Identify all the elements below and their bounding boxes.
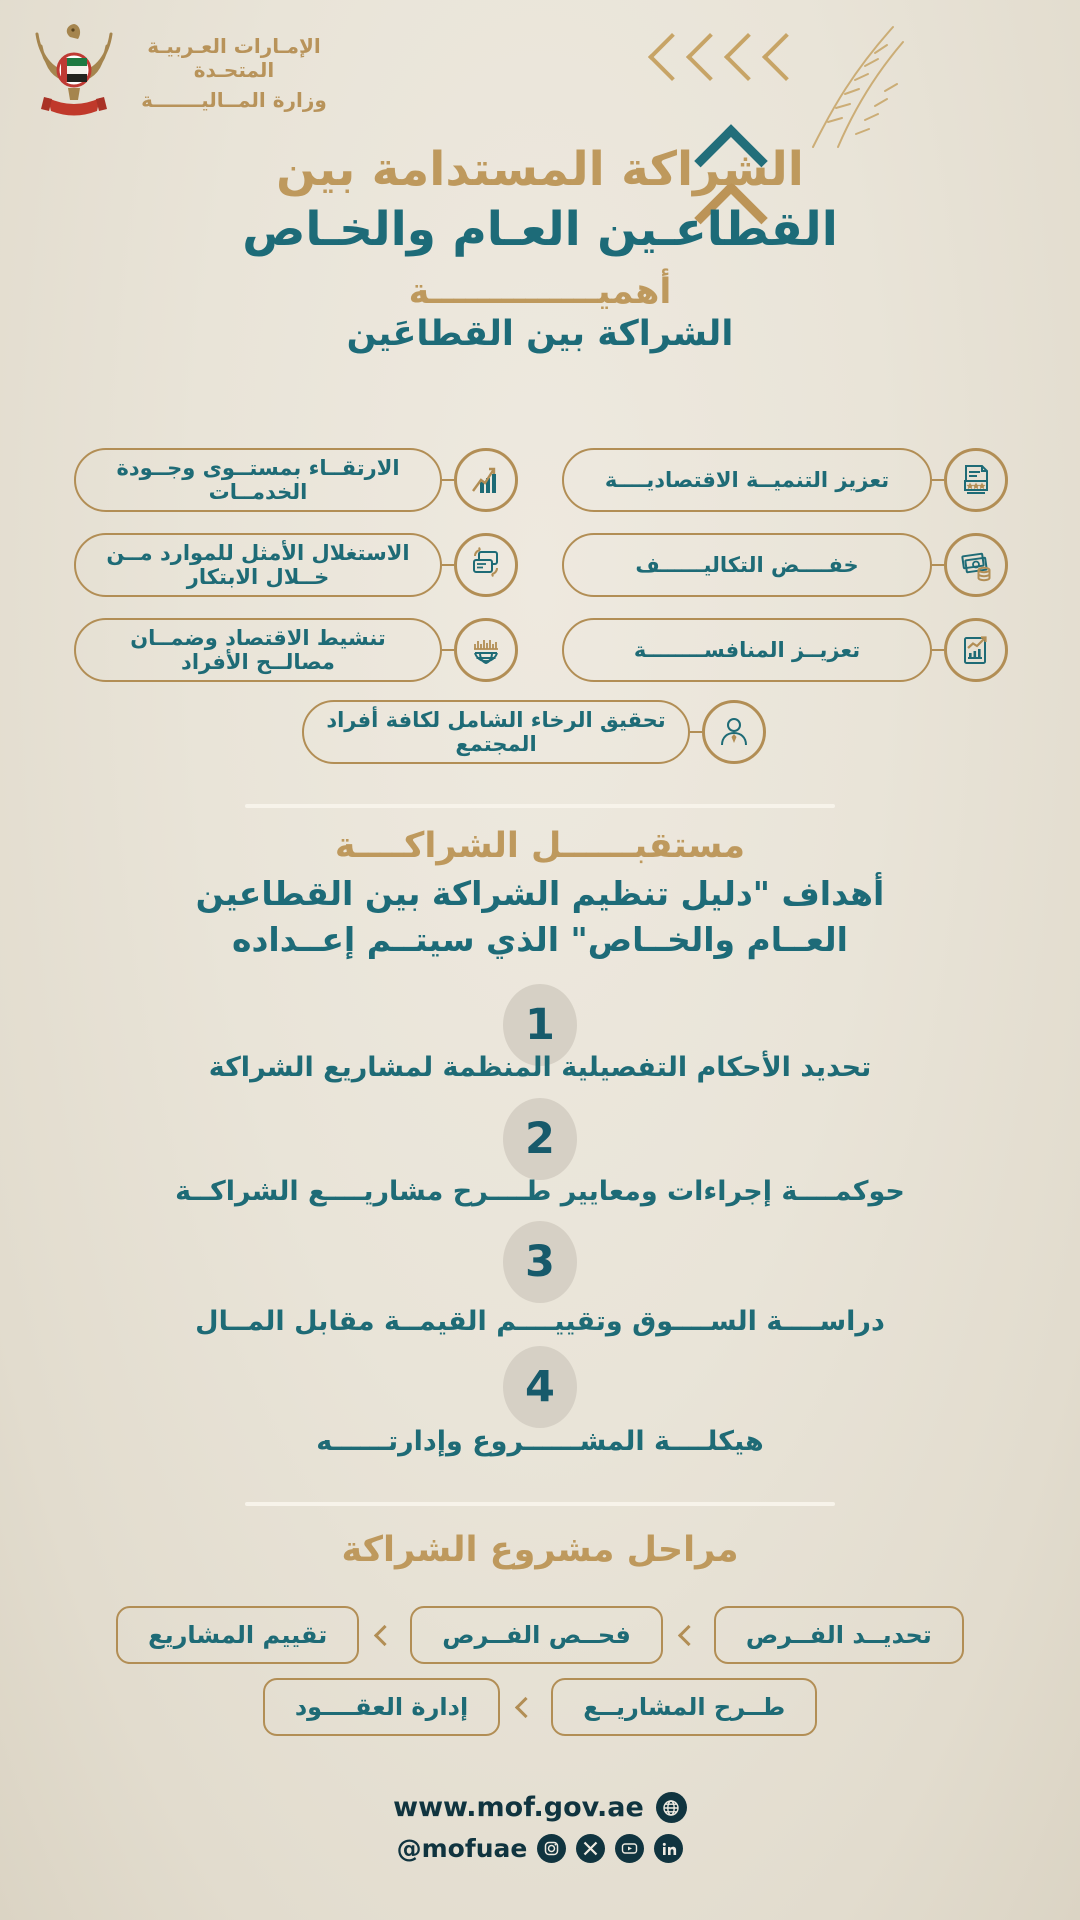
connector-line: [442, 649, 454, 651]
importance-heading-line2: الشراكة بين القطاعَين: [346, 314, 734, 354]
connector-line: [690, 731, 702, 733]
globe-icon: [656, 1792, 687, 1823]
uae-falcon-emblem-icon: [30, 18, 118, 120]
goal-text: تحديد الأحكام التفصيلية المنظمة لمشاريع الشراكة: [208, 1052, 872, 1083]
phase-pill-contract-management: إدارة العقــــود: [263, 1678, 500, 1736]
benefit-pill: تنشيط الاقتصاد وضمــان مصالــح الأفراد: [74, 618, 442, 682]
connector-line: [932, 564, 944, 566]
phases-heading: مراحل مشروع الشراكة: [341, 1530, 739, 1570]
goal-text: حوكمــــة إجراءات ومعايير طــــرح مشاريــــع الشراكــة: [175, 1176, 905, 1207]
future-subtitle-line1: أهداف "دليل تنظيم الشراكة بين القطاعين: [195, 874, 885, 913]
benefit-pill: الارتقــاء بمستــوى وجــودة الخدمــات: [74, 448, 442, 512]
goal-text: هيكلــــة المشــــــروع وإدارتــــــه: [316, 1426, 764, 1457]
goal-number-badge: 1: [503, 984, 577, 1066]
globe-city-icon: [454, 618, 518, 682]
phases-row-2: [0, 1678, 1080, 1736]
phase-pill-evaluate-projects: تقييم المشاريع: [116, 1606, 359, 1664]
phases-row-1: [0, 1606, 1080, 1664]
phase-pill-identify-opportunities: تحديــد الفــرص: [714, 1606, 964, 1664]
benefit-pill: خفــــض التكاليــــــف: [562, 533, 932, 597]
footer-website-row: [0, 1792, 1080, 1823]
benefit-cost-reduction: [562, 533, 1008, 597]
mof-logo-block: [30, 18, 334, 120]
social-handle: @mofuae: [396, 1834, 528, 1863]
benefit-pill: الاستغلال الأمثل للموارد مــن خــلال الابتكار: [74, 533, 442, 597]
benefit-resource-innovation: [74, 533, 518, 597]
future-heading: مستقبــــــل الشراكــــة: [334, 826, 746, 866]
benefit-welfare: [302, 700, 766, 764]
phase-pill-screen-opportunities: فحــص الفــرص: [410, 1606, 663, 1664]
document-stars-icon: [944, 448, 1008, 512]
future-subtitle-line2: العــام والخــاص" الذي سيتــم إعــداده: [232, 920, 848, 959]
benefit-economy-individuals: [74, 618, 518, 682]
x-icon[interactable]: [576, 1834, 605, 1863]
footer-social-row: [0, 1834, 1080, 1863]
phase-pill-tender-projects: طــرح المشاريــع: [551, 1678, 817, 1736]
connector-line: [932, 479, 944, 481]
connector-line: [442, 479, 454, 481]
benefit-pill: تعزيز التنميــة الاقتصاديــــة: [562, 448, 932, 512]
phase-arrow-icon: [515, 1696, 536, 1717]
phase-arrow-icon: [374, 1624, 395, 1645]
instagram-icon[interactable]: [537, 1834, 566, 1863]
wheat-branch-decoration-icon: [798, 12, 908, 152]
ministry-line1: الإمـارات العـربيـة المتحـدة: [147, 34, 321, 82]
section-divider: [245, 804, 835, 808]
benefit-competition: [562, 618, 1008, 682]
importance-heading-line1: أهميــــــــــــــة: [408, 272, 672, 312]
goal-text: دراســــة الســــوق وتقييــــم القيمــة مقابل المــال: [195, 1306, 885, 1337]
money-coins-icon: [944, 533, 1008, 597]
benefit-pill: تعزيــز المنافســــــــة: [562, 618, 932, 682]
phase-arrow-icon: [678, 1624, 699, 1645]
linkedin-icon[interactable]: [654, 1834, 683, 1863]
benefit-economic-development: [562, 448, 1008, 512]
connector-line: [932, 649, 944, 651]
page-title-line2: القطاعـين العـام والخـاص: [242, 202, 838, 257]
youtube-icon[interactable]: [615, 1834, 644, 1863]
section-divider: [245, 1502, 835, 1506]
goal-number-badge: 3: [503, 1221, 577, 1303]
website-url[interactable]: www.mof.gov.ae: [393, 1792, 644, 1823]
ministry-line2: وزارة المــاليـــــــة: [141, 88, 327, 112]
cards-exchange-icon: [454, 533, 518, 597]
benefit-service-quality: [74, 448, 518, 512]
connector-line: [442, 564, 454, 566]
chart-document-icon: [944, 618, 1008, 682]
page-title-line1: الشراكة المستدامة بين: [276, 142, 804, 197]
benefit-pill: تحقيق الرخاء الشامل لكافة أفراد المجتمع: [302, 700, 690, 764]
bar-chart-growth-icon: [454, 448, 518, 512]
person-icon: [702, 700, 766, 764]
goal-number-badge: 4: [503, 1346, 577, 1428]
ministry-name: [134, 34, 334, 112]
goal-number-badge: 2: [503, 1098, 577, 1180]
